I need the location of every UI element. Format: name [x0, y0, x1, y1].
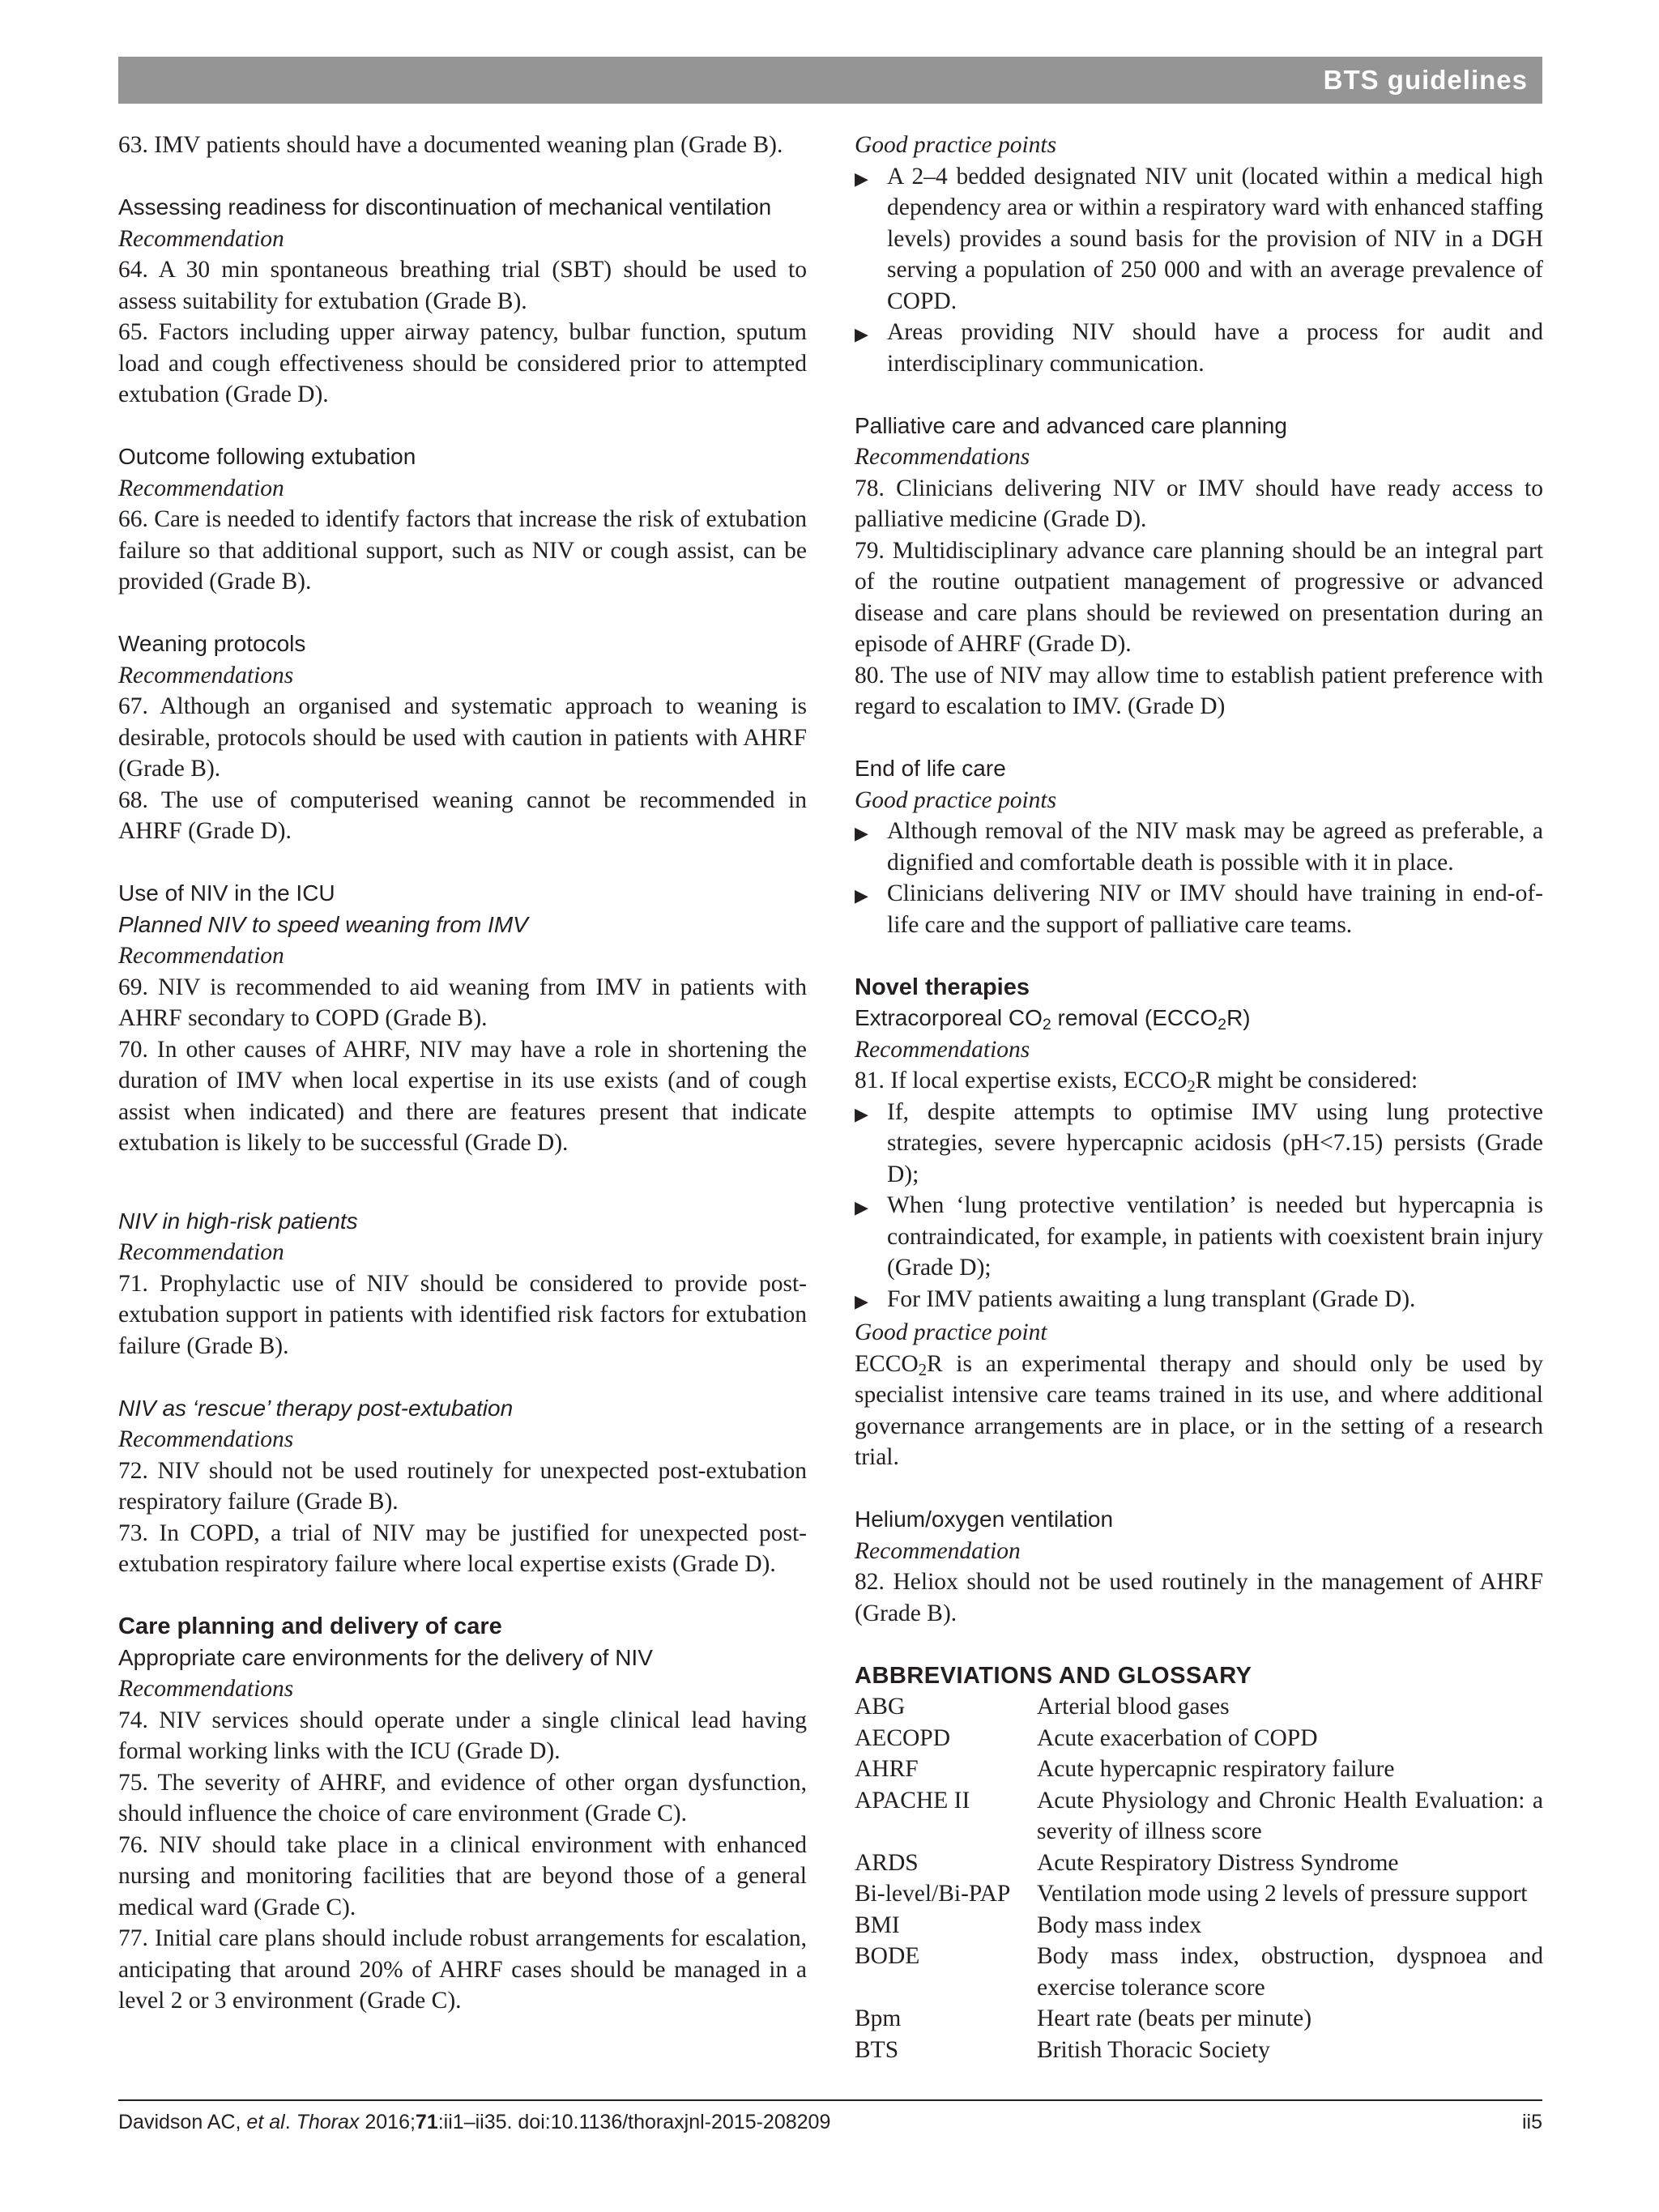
recommendation-66: 66. Care is needed to identify factors that increase the risk of extubation failure so that additional support, such as NIV or cough assist, can be provided (Grade B). [118, 506, 807, 595]
glossary-definition: Body mass index, obstruction, dyspnoea and exercise tolerance score [1037, 1943, 1543, 2001]
bullet-item: ▶ When ‘lung protective ventilation’ is needed but hypercapnia is contraindicated, for example, in patients with coexistent brain injury (Grade D); [855, 1190, 1543, 1284]
subheading-high-risk: NIV in high-risk patients [118, 1208, 358, 1234]
recommendation-71: 71. Prophylactic use of NIV should be considered to provide post-extubation support in patients with identified risk factors for extubation failure (Grade B). [118, 1270, 807, 1359]
recommendation-77: 77. Initial care plans should include robust arrangements for escalation, anticipating that around 20% of AHRF cases should be managed in a level 2 or 3 environment (Grade C). [118, 1925, 807, 2014]
section-heading-helium: Helium/oxygen ventilation [855, 1507, 1114, 1532]
glossary-row [855, 1691, 1543, 1723]
citation: Davidson AC, et al. Thorax 2016;71:ii1–ii35. doi:10.1136/thoraxjnl-2015-208209 [118, 2111, 831, 2133]
section-heading-outcome: Outcome following extubation [118, 444, 416, 469]
recommendation-81: 81. If local expertise exists, $ECCO_2R$ might be considered: [855, 1068, 1418, 1097]
glossary-abbreviation: BODE [855, 1943, 920, 1969]
glossary-row [855, 1878, 1543, 1910]
glossary-abbreviation: BMI [855, 1912, 900, 1938]
section-heading-novel-therapies: Novel therapies [855, 974, 1030, 1000]
recommendation-75: 75. The severity of AHRF, and evidence of other organ dysfunction, should influence the choice of care environment (Grade C). [118, 1769, 807, 1826]
label-recommendations: Recommendations [855, 1036, 1030, 1063]
label-good-practice-point: Good practice point [855, 1319, 1047, 1345]
glossary-definition: Acute exacerbation of COPD [1037, 1724, 1318, 1751]
glossary-abbreviation: APACHE II [855, 1787, 970, 1813]
bullet-item: ▶ Areas providing NIV should have a process for audit and interdisciplinary communication. [855, 317, 1543, 379]
label-recommendation: Recommendation [118, 1239, 284, 1265]
glossary-heading: ABBREVIATIONS AND GLOSSARY [855, 1662, 1252, 1689]
footer [118, 2111, 1542, 2134]
recommendation-68: 68. The use of computerised weaning cannot be recommended in AHRF (Grade D). [118, 786, 807, 844]
glossary-abbreviation: AECOPD [855, 1724, 951, 1751]
label-recommendations: Recommendations [118, 1676, 294, 1702]
subheading-planned-niv: Planned NIV to speed weaning from IMV [118, 911, 528, 937]
section-heading-niv-icu: Use of NIV in the ICU [118, 880, 335, 906]
recommendation-64: 64. A 30 min spontaneous breathing trial (SBT) should be used to assess suitability for extubation (Grade B). [118, 257, 807, 314]
recommendation-65: 65. Factors including upper airway patency, bulbar function, sputum load and cough effectiveness should be considered prior to attempted extubation (Grade D). [118, 319, 807, 407]
label-recommendations: Recommendations [855, 444, 1030, 470]
glossary-abbreviation: Bpm [855, 2005, 902, 2031]
glossary-definition: British Thoracic Society [1037, 2036, 1270, 2063]
glossary-definition: Arterial blood gases [1037, 1694, 1230, 1720]
recommendation-76: 76. NIV should take place in a clinical environment with enhanced nursing and monitoring facilities that are beyond those of a general medical ward (Grade C). [118, 1831, 807, 1920]
glossary-abbreviation: BTS [855, 2036, 899, 2063]
bullet-item: ▶ A 2–4 bedded designated NIV unit (located within a medical high dependency area or within a respiratory ward with enhanced staffing levels) provides a sound basis for the provision of NIV in a DGH serving a population of 250 000 and with an average prevalence of COPD. [855, 161, 1543, 318]
glossary-row [855, 1785, 1543, 1848]
glossary-row [855, 1848, 1543, 1879]
section-heading-weaning-protocols: Weaning protocols [118, 631, 306, 656]
bullet-item: ▶ If, despite attempts to optimise IMV using lung protective strategies, severe hypercapnic acidosis (pH<7.15) persists (Grade D); [855, 1097, 1543, 1191]
recommendation-69: 69. NIV is recommended to aid weaning from IMV in patients with AHRF secondary to COPD (Grade B). [118, 974, 807, 1031]
section-heading-care-planning: Care planning and delivery of care [118, 1613, 502, 1639]
label-good-practice-points: Good practice points [855, 786, 1057, 813]
glossary-row [855, 2003, 1543, 2035]
recommendation-82: 82. Heliox should not be used routinely in the management of AHRF (Grade B). [855, 1569, 1543, 1626]
page-number: ii5 [1521, 2111, 1542, 2133]
glossary-abbreviation: AHRF [855, 1756, 919, 1782]
glossary-definition: Acute hypercapnic respiratory failure [1037, 1756, 1395, 1782]
label-recommendation: Recommendation [118, 225, 284, 252]
label-good-practice-points: Good practice points [855, 132, 1057, 158]
label-recommendation: Recommendation [118, 475, 284, 501]
left-column [118, 130, 807, 2017]
bullet-arrow-icon: ▶ [855, 168, 868, 189]
section-heading-end-of-life: End of life care [855, 756, 1006, 781]
section-heading-readiness: Assessing readiness for discontinuation of mechanical ventilation [118, 194, 772, 219]
bullet-arrow-icon: ▶ [855, 1197, 868, 1217]
recommendation-74: 74. NIV services should operate under a single clinical lead having formal working links with the ICU (Grade D). [118, 1707, 807, 1764]
glossary-definition: Acute Physiology and Chronic Health Evaluation: a severity of illness score [1037, 1787, 1543, 1844]
bullet-arrow-icon: ▶ [855, 324, 868, 344]
glossary-list [855, 1691, 1543, 2065]
recommendation-80: 80. The use of NIV may allow time to establish patient preference with regard to escalation to IMV. (Grade D) [855, 662, 1543, 719]
subheading-rescue: NIV as ‘rescue’ therapy post-extubation [118, 1395, 514, 1421]
glossary-definition: Ventilation mode using 2 levels of pressure support [1037, 1881, 1528, 1907]
label-recommendations: Recommendations [118, 1426, 294, 1452]
bullet-item: ▶ Although removal of the NIV mask may be agreed as preferable, a dignified and comfortable death is possible with it in place. [855, 816, 1543, 878]
recommendation-73: 73. In COPD, a trial of NIV may be justified for unexpected post-extubation respiratory failure where local expertise exists (Grade D). [118, 1519, 807, 1577]
glossary-row [855, 1910, 1543, 1941]
subheading-care-environments: Appropriate care environments for the delivery of NIV [118, 1644, 653, 1670]
recommendation-67: 67. Although an organised and systematic approach to weaning is desirable, protocols should be used with caution in patients with AHRF (Grade B). [118, 693, 807, 782]
subheading-ecco2r: Extracorporeal $CO_2$ removal $(ECCO_2R)$ [855, 1005, 1251, 1034]
recommendation-79: 79. Multidisciplinary advance care planning should be an integral part of the routine outpatient management of progressive or advanced disease and care plans should be reviewed on presentation during an episode of AHRF (Grade D). [855, 537, 1543, 657]
label-recommendation: Recommendation [118, 943, 284, 969]
ecco2r-practice-point: $ECCO_2R$ is an experimental therapy and should only be used by specialist intensive care teams trained in its use, and where additional governance arrangements are in place, or in the setting of a research trial. [855, 1350, 1543, 1470]
footer-rule [118, 2099, 1542, 2101]
bullet-arrow-icon: ▶ [855, 885, 868, 906]
recommendation-63: 63. IMV patients should have a documented weaning plan (Grade B). [118, 132, 783, 158]
glossary-definition: Acute Respiratory Distress Syndrome [1037, 1849, 1399, 1876]
bullet-item: ▶ Clinicians delivering NIV or IMV should have training in end-of-life care and the support of palliative care teams. [855, 878, 1543, 940]
glossary-abbreviation: ABG [855, 1694, 906, 1720]
recommendation-70: 70. In other causes of AHRF, NIV may have a role in shortening the duration of IMV when local expertise in its use exists (and of cough assist when indicated) and there are features present that indicate extubation is likely to be successful (Grade D). [118, 1036, 807, 1156]
glossary-row [855, 2035, 1543, 2066]
glossary-definition: Heart rate (beats per minute) [1037, 2005, 1312, 2031]
header-title: BTS guidelines [1323, 65, 1528, 95]
bullet-item: ▶ For IMV patients awaiting a lung transplant (Grade D). [855, 1284, 1543, 1318]
glossary-abbreviation: Bi-level/Bi-PAP [855, 1881, 1011, 1907]
bullet-arrow-icon: ▶ [855, 823, 868, 843]
section-heading-palliative: Palliative care and advanced care planning [855, 412, 1287, 438]
glossary-row [855, 1754, 1543, 1785]
label-recommendations: Recommendations [118, 662, 294, 688]
glossary-abbreviation: ARDS [855, 1849, 919, 1876]
glossary-row [855, 1723, 1543, 1754]
bullet-arrow-icon: ▶ [855, 1103, 868, 1124]
label-recommendation: Recommendation [855, 1537, 1021, 1564]
running-header [118, 57, 1542, 104]
right-column [855, 130, 1543, 2065]
glossary-definition: Body mass index [1037, 1912, 1202, 1938]
recommendation-72: 72. NIV should not be used routinely for unexpected post-extubation respiratory failure (Grade B). [118, 1457, 807, 1515]
glossary-row [855, 1941, 1543, 2003]
recommendation-78: 78. Clinicians delivering NIV or IMV should have ready access to palliative medicine (Grade D). [855, 475, 1543, 532]
bullet-arrow-icon: ▶ [855, 1290, 868, 1311]
